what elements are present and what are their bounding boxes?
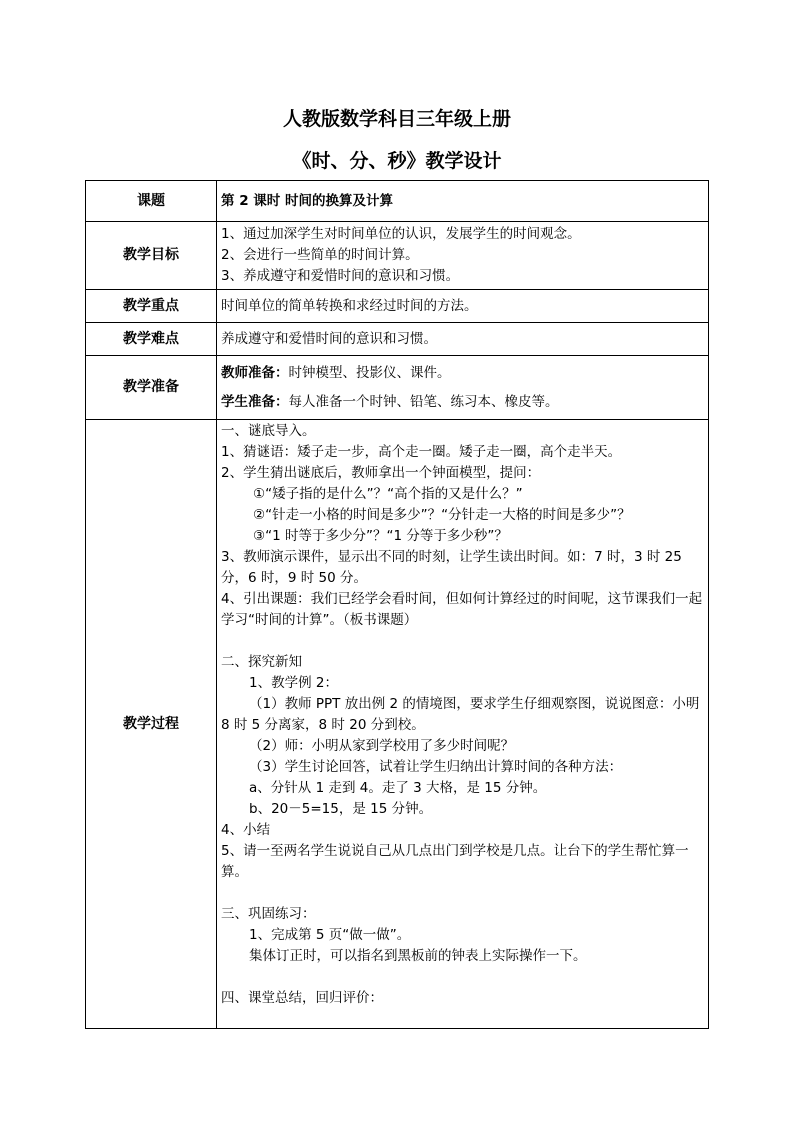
- teacher-prep-label: 教师准备：: [221, 364, 289, 381]
- label-topic: 课题: [86, 181, 217, 222]
- value-topic: 第 2 课时 时间的换算及计算: [217, 181, 709, 222]
- step: 1、教学例 2：: [249, 675, 338, 691]
- step: 5、请一至两名学生说说自己从几点出门到学校是几点。让台下的学生帮忙算一算。: [221, 843, 689, 880]
- student-prep-label: 学生准备：: [221, 393, 289, 410]
- teacher-prep-value: 时钟模型、投影仪、课件。: [288, 364, 451, 381]
- method: b、20－5=15，是 15 分钟。: [249, 801, 433, 817]
- section-title: 一、谜底导入。: [221, 423, 316, 439]
- label-key: 教学重点: [86, 290, 217, 323]
- section-title: 二、探究新知: [221, 654, 302, 670]
- step: 4、小结: [221, 822, 271, 838]
- step: （1）教师 PPT 放出例 2 的情境图，要求学生仔细观察图，说说图意：小明 8 时 5 分离家，8 时 20 分到校。: [221, 696, 700, 733]
- value-prep: [217, 356, 709, 420]
- step: 4、引出课题：我们已经学会看时间，但如何计算经过的时间呢，这节课我们一起学习“时间的计算”。（板书课题）: [221, 591, 703, 628]
- student-prep-value: 每人准备一个时钟、铅笔、练习本、橡皮等。: [288, 393, 559, 410]
- label-prep: 教学准备: [86, 356, 217, 420]
- section-title: 三、巩固练习：: [221, 906, 316, 922]
- step: 集体订正时，可以指名到黑板前的钟表上实际操作一下。: [249, 948, 587, 964]
- lesson-plan-table: [85, 180, 709, 1029]
- value-goals: [217, 222, 709, 290]
- value-difficulty: 养成遵守和爱惜时间的意识和习惯。: [217, 323, 709, 356]
- step: 2、学生猜出谜底后，教师拿出一个钟面模型，提问：: [221, 465, 541, 481]
- step: （3）学生讨论回答，试着让学生归纳出计算时间的各种方法：: [249, 759, 623, 775]
- row-goals: [86, 222, 709, 290]
- step: （2）师：小明从家到学校用了多少时间呢？: [249, 738, 515, 754]
- label-goals: 教学目标: [86, 222, 217, 290]
- row-process: [86, 420, 709, 1029]
- step: 1、完成第 5 页“做一做”。: [249, 927, 411, 943]
- question: ③“1 时等于多少分”？“1 分等于多少秒”？: [253, 528, 508, 544]
- step: 3、教师演示课件，显示出不同的时刻，让学生读出时间。如：7 时，3 时 25 分，6 时，9 时 50 分。: [221, 549, 682, 586]
- goal-item: 1、通过加深学生对时间单位的认识，发展学生的时间观念。: [221, 226, 581, 242]
- row-key: [86, 290, 709, 323]
- goal-item: 2、会进行一些简单的时间计算。: [221, 247, 419, 263]
- section-title: 四、课堂总结，回归评价：: [221, 990, 383, 1006]
- method: a、分针从 1 走到 4。走了 3 大格，是 15 分钟。: [249, 780, 547, 796]
- question: ①“矮子指的是什么”？“高个指的又是什么？”: [253, 486, 523, 502]
- row-difficulty: [86, 323, 709, 356]
- value-process: [217, 420, 709, 1029]
- label-difficulty: 教学难点: [86, 323, 217, 356]
- row-prep: [86, 356, 709, 420]
- value-key: 时间单位的简单转换和求经过时间的方法。: [217, 290, 709, 323]
- row-topic: [86, 181, 709, 222]
- step: 1、猜谜语：矮子走一步，高个走一圈。矮子走一圈，高个走半天。: [221, 444, 622, 460]
- label-process: 教学过程: [86, 420, 217, 1029]
- page-title: 人教版数学科目三年级上册: [282, 108, 511, 130]
- goal-item: 3、养成遵守和爱惜时间的意识和习惯。: [221, 268, 460, 284]
- page-subtitle: 《时、分、秒》教学设计: [292, 150, 502, 172]
- question: ②“针走一小格的时间是多少”？“分针走一大格的时间是多少”？: [253, 507, 631, 523]
